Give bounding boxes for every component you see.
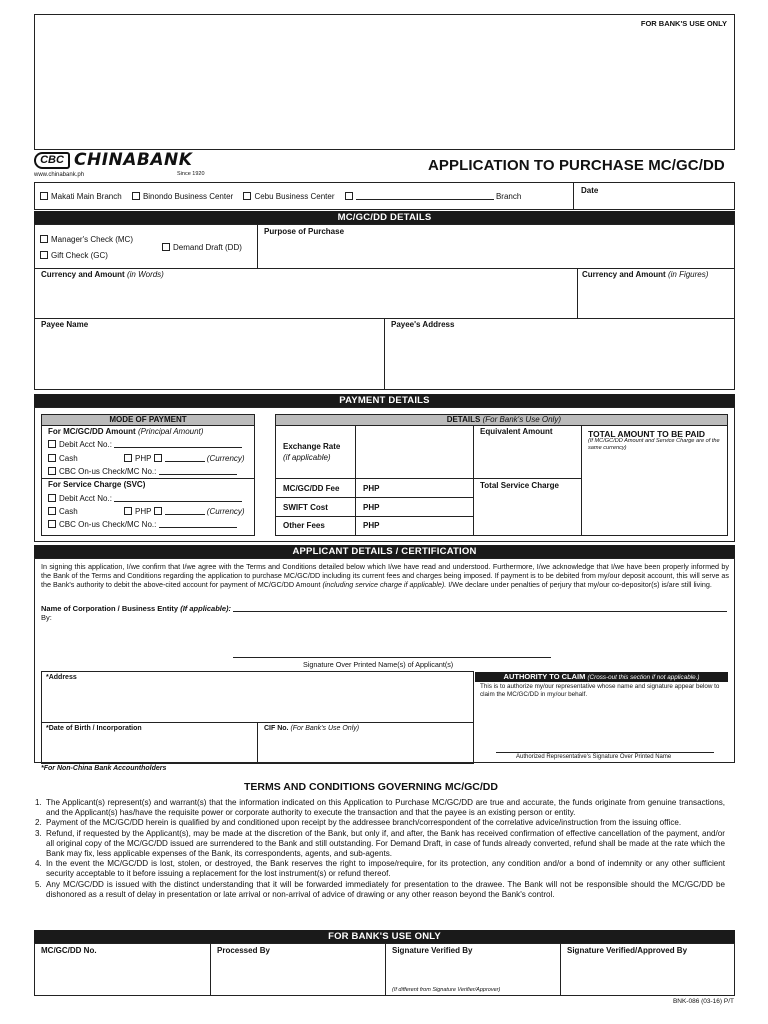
form-title: APPLICATION TO PURCHASE MC/GC/DD — [428, 157, 725, 174]
bank-use-top-box — [34, 14, 735, 150]
terms-item: 2. Payment of the MC/GC/DD herein is qualified by and conditioned upon receipt by the addressee branch/correspondent of the correlative advice/instruction from the issuing office. — [44, 818, 725, 828]
terms-item: 5. Any MC/GC/DD is issued with the distinct understanding that it will be forwarded immediately for presentation to the drawee. The Bank will not be responsible should the MC/GC/DD be dishonored as a result of delay in presentation or late arrival or non-arrival of advice of drawing or any other reason beyond the Bank's control. — [44, 880, 725, 900]
since-text: Since 1920 — [177, 171, 205, 177]
svc-cbc[interactable]: CBC On-us Check/MC No.: — [48, 520, 237, 529]
principal-label: For MC/GC/DD Amount (Principal Amount) — [48, 427, 204, 436]
bank-use-col-sig-verified: Signature Verified By — [392, 946, 473, 955]
bank-use-col-mc-no: MC/GC/DD No. — [41, 946, 97, 955]
svc-php[interactable]: PHP (Currency) — [124, 507, 245, 516]
bank-details-header: DETAILS (For Bank's Use Only) — [276, 415, 727, 425]
bank-use-top-label: FOR BANK'S USE ONLY — [640, 19, 727, 28]
date-label: Date — [581, 186, 599, 195]
payee-name-label: Payee Name — [41, 320, 89, 329]
total-amount-note: (If MC/GC/DD Amount and Service Charge are of the same currency) — [588, 438, 720, 451]
corp-name-field[interactable]: Name of Corporation / Business Entity (If applicable): — [41, 604, 727, 613]
checkbox-icon[interactable] — [48, 494, 56, 502]
logo-text: CHINABANK — [74, 150, 193, 170]
checkbox-icon[interactable] — [40, 192, 48, 200]
branch-option-other[interactable]: Branch — [345, 192, 522, 201]
bank-use-col-sig-approved: Signature Verified/Approved By — [567, 946, 688, 955]
fee-row-currency: PHP — [363, 484, 380, 493]
principal-cash[interactable]: Cash — [48, 454, 78, 463]
checkbox-icon[interactable] — [40, 235, 48, 243]
mode-header: MODE OF PAYMENT — [42, 415, 254, 425]
logo — [34, 152, 219, 180]
checkbox-icon[interactable] — [48, 454, 56, 462]
svc-cash[interactable]: Cash — [48, 507, 78, 516]
svc-label: For Service Charge (SVC) — [48, 480, 146, 489]
checkbox-icon[interactable] — [40, 251, 48, 259]
address-label: *Address — [46, 674, 77, 681]
fee-row-currency: PHP — [363, 503, 380, 512]
fee-row-label: SWIFT Cost — [283, 503, 328, 512]
details-bar: MC/GC/DD DETAILS — [34, 211, 735, 224]
terms-item: 3. Refund, if requested by the Applicant(s), may be made at the discretion of the Bank, but only if, and after, the Bank has received confirmation of effective cancellation of the payment, and/or all original copy of the MC/GC/DD issued are surrendered to the Bank and still outstanding. For Demand Draft, in case of funds already converted, refund shall be made at the rate which the Bank may fix, less applicable expenses of the Bank, its correspondents, agents, and sub-agents. — [44, 829, 725, 860]
cif-label: CIF No. (For Bank's Use Only) — [264, 725, 360, 732]
bank-use-bar: FOR BANK'S USE ONLY — [34, 930, 735, 943]
form-code: BNK-086 (03-16) P/T — [672, 998, 734, 1005]
logo-abbr: CBC — [40, 154, 64, 166]
dob-label: *Date of Birth / Incorporation — [46, 725, 142, 732]
other-branch-field[interactable] — [356, 192, 494, 200]
checkbox-icon[interactable] — [243, 192, 251, 200]
terms-list — [28, 798, 725, 900]
by-label: By: — [41, 613, 52, 622]
currency-figures-label: Currency and Amount (in Figures) — [582, 270, 709, 279]
fee-row-label: Other Fees — [283, 521, 325, 530]
branch-option-binondo[interactable]: Binondo Business Center — [132, 192, 233, 201]
type-mc[interactable]: Manager's Check (MC) — [40, 235, 133, 244]
checkbox-icon[interactable] — [124, 454, 132, 462]
checkbox-icon[interactable] — [48, 520, 56, 528]
footnote: *For Non-China Bank Accountholders — [41, 765, 167, 772]
authority-signature-label: Authorized Representative's Signature Over Printed Name — [516, 754, 672, 760]
checkbox-icon[interactable] — [154, 507, 162, 515]
branch-option-cebu[interactable]: Cebu Business Center — [243, 192, 334, 201]
currency-words-label: Currency and Amount (in Words) — [41, 270, 164, 279]
total-amount-label: TOTAL AMOUNT TO BE PAID — [588, 429, 705, 439]
equivalent-amount-label: Equivalent Amount — [480, 427, 553, 436]
bank-use-col-processed-by: Processed By — [217, 946, 270, 955]
purpose-label: Purpose of Purchase — [264, 227, 345, 236]
logo-mark — [34, 152, 70, 169]
authority-header: AUTHORITY TO CLAIM (Cross-out this section if not applicable.) — [475, 672, 728, 682]
checkbox-icon[interactable] — [48, 467, 56, 475]
svc-debit[interactable]: Debit Acct No.: — [48, 494, 242, 503]
checkbox-icon[interactable] — [124, 507, 132, 515]
principal-debit[interactable]: Debit Acct No.: — [48, 440, 242, 449]
exchange-rate-label: Exchange Rate — [283, 442, 341, 451]
exchange-rate-note: (if applicable) — [283, 453, 331, 462]
branch-option-makati[interactable]: Makati Main Branch — [40, 192, 122, 201]
total-service-charge-label: Total Service Charge — [480, 481, 559, 490]
website-text: www.chinabank.ph — [34, 172, 85, 178]
payee-address-label: Payee's Address — [391, 320, 455, 329]
applicant-bar: APPLICANT DETAILS / CERTIFICATION — [34, 545, 735, 558]
type-dd[interactable]: Demand Draft (DD) — [162, 243, 242, 252]
authority-text: This is to authorize my/our representative whose name and signature appear below to claim the MC/GC/DD in my/our behalf. — [480, 683, 720, 698]
fee-row-label: MC/GC/DD Fee — [283, 484, 340, 493]
type-gc[interactable]: Gift Check (GC) — [40, 251, 108, 260]
checkbox-icon[interactable] — [154, 454, 162, 462]
applicant-signature-label: Signature Over Printed Name(s) of Applicant(s) — [303, 660, 454, 669]
terms-item: 1. The Applicant(s) represent(s) and warrant(s) that the information indicated on this Application to Purchase MC/GC/DD are true and accurate, the funds originate from genuine transactions, and the Applicant(s) has/have the requisite power or corporate authority to execute the transaction and that the payee is an existing person or entity. — [44, 798, 725, 818]
checkbox-icon[interactable] — [48, 507, 56, 515]
principal-php[interactable]: PHP (Currency) — [124, 454, 245, 463]
checkbox-icon[interactable] — [162, 243, 170, 251]
checkbox-icon[interactable] — [345, 192, 353, 200]
checkbox-icon[interactable] — [132, 192, 140, 200]
branch-options — [40, 192, 521, 201]
payment-bar: PAYMENT DETAILS — [34, 394, 735, 407]
terms-title: TERMS AND CONDITIONS GOVERNING MC/GC/DD — [244, 781, 498, 793]
checkbox-icon[interactable] — [48, 440, 56, 448]
terms-item: 4. In the event the MC/GC/DD is lost, stolen, or destroyed, the Bank reserves the right to impose/require, for its protection, any condition and/or a bond of indemnity or any other sufficient security acceptable to it before issuing a replacement for the lost instrument(s) or refund thereof. — [44, 859, 725, 879]
certification-text: In signing this application, I/we confirm that I/we agree with the Terms and Conditions detailed below which I/we have read and understood. Furthermore, I/we acknowledge that I/we have been properly informed by the Bank of the Terms and Conditions regarding the application to purchase MC/GC/DD including its current fees and charges being imposed. If payment is to be debited from my/our deposit account, this will serve as the Bank's authority to debit the above-cited account for payment of MC/GC/DD Amount (including service charge if applicable). I/We declare under penalties of perjury that my/our co-depositor(s) is/are still living. — [41, 562, 729, 589]
verifier-note: (If different from Signature Verifier/Approver) — [392, 987, 501, 993]
principal-cbc[interactable]: CBC On-us Check/MC No.: — [48, 467, 237, 476]
fee-row-currency: PHP — [363, 521, 380, 530]
